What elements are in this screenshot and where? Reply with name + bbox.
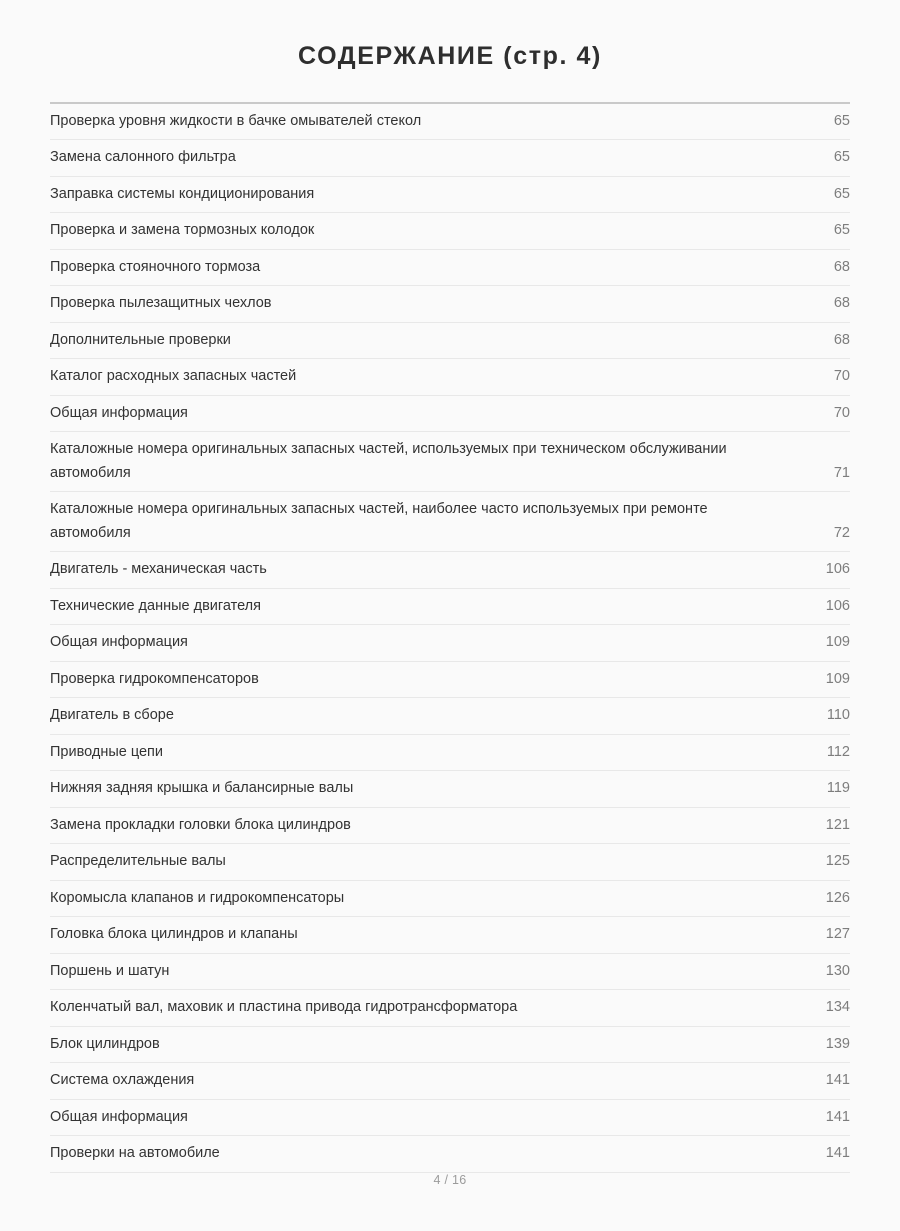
page-pagination: 4 / 16 <box>433 1172 467 1187</box>
toc-entry-page-number: 141 <box>825 1072 850 1089</box>
toc-entry[interactable] <box>50 250 850 286</box>
toc-entry-page-number: 106 <box>825 597 850 614</box>
toc-entry-page-number: 110 <box>826 707 850 724</box>
toc-entry-label: Проверка стояночного тормоза <box>50 258 261 275</box>
toc-entry-label: Проверки на автомобиле <box>50 1145 220 1162</box>
toc-entry-page-number: 71 <box>833 464 850 481</box>
toc-entry-label: Головка блока цилиндров и клапаны <box>50 926 298 943</box>
toc-entry-label: Двигатель в сборе <box>50 707 174 724</box>
toc-entry-page-number: 65 <box>833 222 850 239</box>
toc-entry-label: Проверка пылезащитных чехлов <box>50 295 272 312</box>
toc-entry[interactable] <box>50 1027 850 1063</box>
toc-entry-page-number: 72 <box>833 524 850 541</box>
toc-entry[interactable] <box>50 1136 850 1172</box>
toc-entry-label: Каталожные номера оригинальных запасных частей, используемых при техническом обслуживании автомобиля <box>50 441 727 481</box>
toc-entry-label: Заправка системы кондиционирования <box>50 185 315 202</box>
toc-entry-page-number: 134 <box>825 999 850 1016</box>
toc-entry-label: Проверка и замена тормозных колодок <box>50 222 315 239</box>
toc-entry-page-number: 109 <box>825 634 850 651</box>
toc-list <box>50 104 850 1173</box>
toc-entry[interactable] <box>50 954 850 990</box>
toc-entry-label: Блок цилиндров <box>50 1035 160 1052</box>
toc-entry-page-number: 65 <box>833 113 850 129</box>
toc-entry-page-number: 130 <box>825 962 850 979</box>
toc-entry-page-number: 112 <box>826 743 850 760</box>
toc-entry-page-number: 126 <box>825 889 850 906</box>
toc-entry[interactable] <box>50 213 850 249</box>
toc-entry[interactable] <box>50 917 850 953</box>
toc-entry[interactable] <box>50 625 850 661</box>
toc-entry[interactable] <box>50 396 850 432</box>
toc-entry[interactable] <box>50 881 850 917</box>
toc-entry-label: Технические данные двигателя <box>50 597 261 614</box>
toc-entry-page-number: 141 <box>825 1108 850 1125</box>
toc-entry[interactable] <box>50 104 850 140</box>
toc-entry-label: Замена салонного фильтра <box>50 149 236 166</box>
toc-entry[interactable] <box>50 662 850 698</box>
toc-entry[interactable] <box>50 359 850 395</box>
toc-entry[interactable] <box>50 432 850 492</box>
toc-entry-page-number: 68 <box>833 295 850 312</box>
toc-entry-page-number: 70 <box>833 368 850 385</box>
toc-entry-page-number: 68 <box>833 258 850 275</box>
toc-entry-label: Каталог расходных запасных частей <box>50 368 297 385</box>
toc-entry-label: Каталожные номера оригинальных запасных частей, наиболее часто используемых при ремонте автомобиля <box>50 501 708 541</box>
toc-entry-page-number: 119 <box>826 780 850 797</box>
toc-entry-page-number: 141 <box>825 1145 850 1162</box>
toc-entry-page-number: 127 <box>825 926 850 943</box>
toc-entry-label: Коленчатый вал, маховик и пластина привода гидротрансформатора <box>50 999 518 1016</box>
toc-entry-label: Нижняя задняя крышка и балансирные валы <box>50 780 354 797</box>
toc-entry-label: Двигатель - механическая часть <box>50 561 267 578</box>
table-of-contents <box>50 71 850 1173</box>
toc-entry[interactable] <box>50 1063 850 1099</box>
toc-entry[interactable] <box>50 589 850 625</box>
toc-entry[interactable] <box>50 735 850 771</box>
toc-entry-label: Проверка гидрокомпенсаторов <box>50 670 259 687</box>
toc-entry-page-number: 109 <box>825 670 850 687</box>
toc-entry-page-number: 121 <box>825 816 850 833</box>
toc-entry-label: Поршень и шатун <box>50 962 170 979</box>
toc-entry[interactable] <box>50 286 850 322</box>
toc-entry-label: Распределительные валы <box>50 853 226 870</box>
toc-entry-label: Общая информация <box>50 1108 188 1125</box>
toc-entry-page-number: 65 <box>833 185 850 202</box>
toc-entry[interactable] <box>50 844 850 880</box>
toc-entry-label: Коромысла клапанов и гидрокомпенсаторы <box>50 889 345 906</box>
toc-entry[interactable] <box>50 808 850 844</box>
toc-entry-label: Замена прокладки головки блока цилиндров <box>50 816 351 833</box>
toc-entry[interactable] <box>50 492 850 552</box>
toc-entry[interactable] <box>50 698 850 734</box>
toc-entry[interactable] <box>50 552 850 588</box>
toc-entry-label: Проверка уровня жидкости в бачке омывателей стекол <box>50 113 422 129</box>
toc-entry-page-number: 139 <box>825 1035 850 1052</box>
toc-entry-page-number: 106 <box>825 561 850 578</box>
toc-entry[interactable] <box>50 177 850 213</box>
toc-entry-label: Система охлаждения <box>50 1072 195 1089</box>
toc-entry-label: Дополнительные проверки <box>50 331 231 348</box>
toc-entry-label: Общая информация <box>50 404 188 421</box>
toc-entry[interactable] <box>50 990 850 1026</box>
toc-entry-page-number: 65 <box>833 149 850 166</box>
toc-entry[interactable] <box>50 771 850 807</box>
toc-entry-page-number: 70 <box>833 404 850 421</box>
toc-entry[interactable] <box>50 1100 850 1136</box>
toc-entry[interactable] <box>50 140 850 176</box>
toc-entry-label: Приводные цепи <box>50 743 164 760</box>
toc-entry[interactable] <box>50 323 850 359</box>
page-title: СОДЕРЖАНИЕ (стр. 4) <box>298 42 602 70</box>
toc-entry-page-number: 125 <box>825 853 850 870</box>
toc-entry-label: Общая информация <box>50 634 188 651</box>
toc-entry-page-number: 68 <box>833 331 850 348</box>
